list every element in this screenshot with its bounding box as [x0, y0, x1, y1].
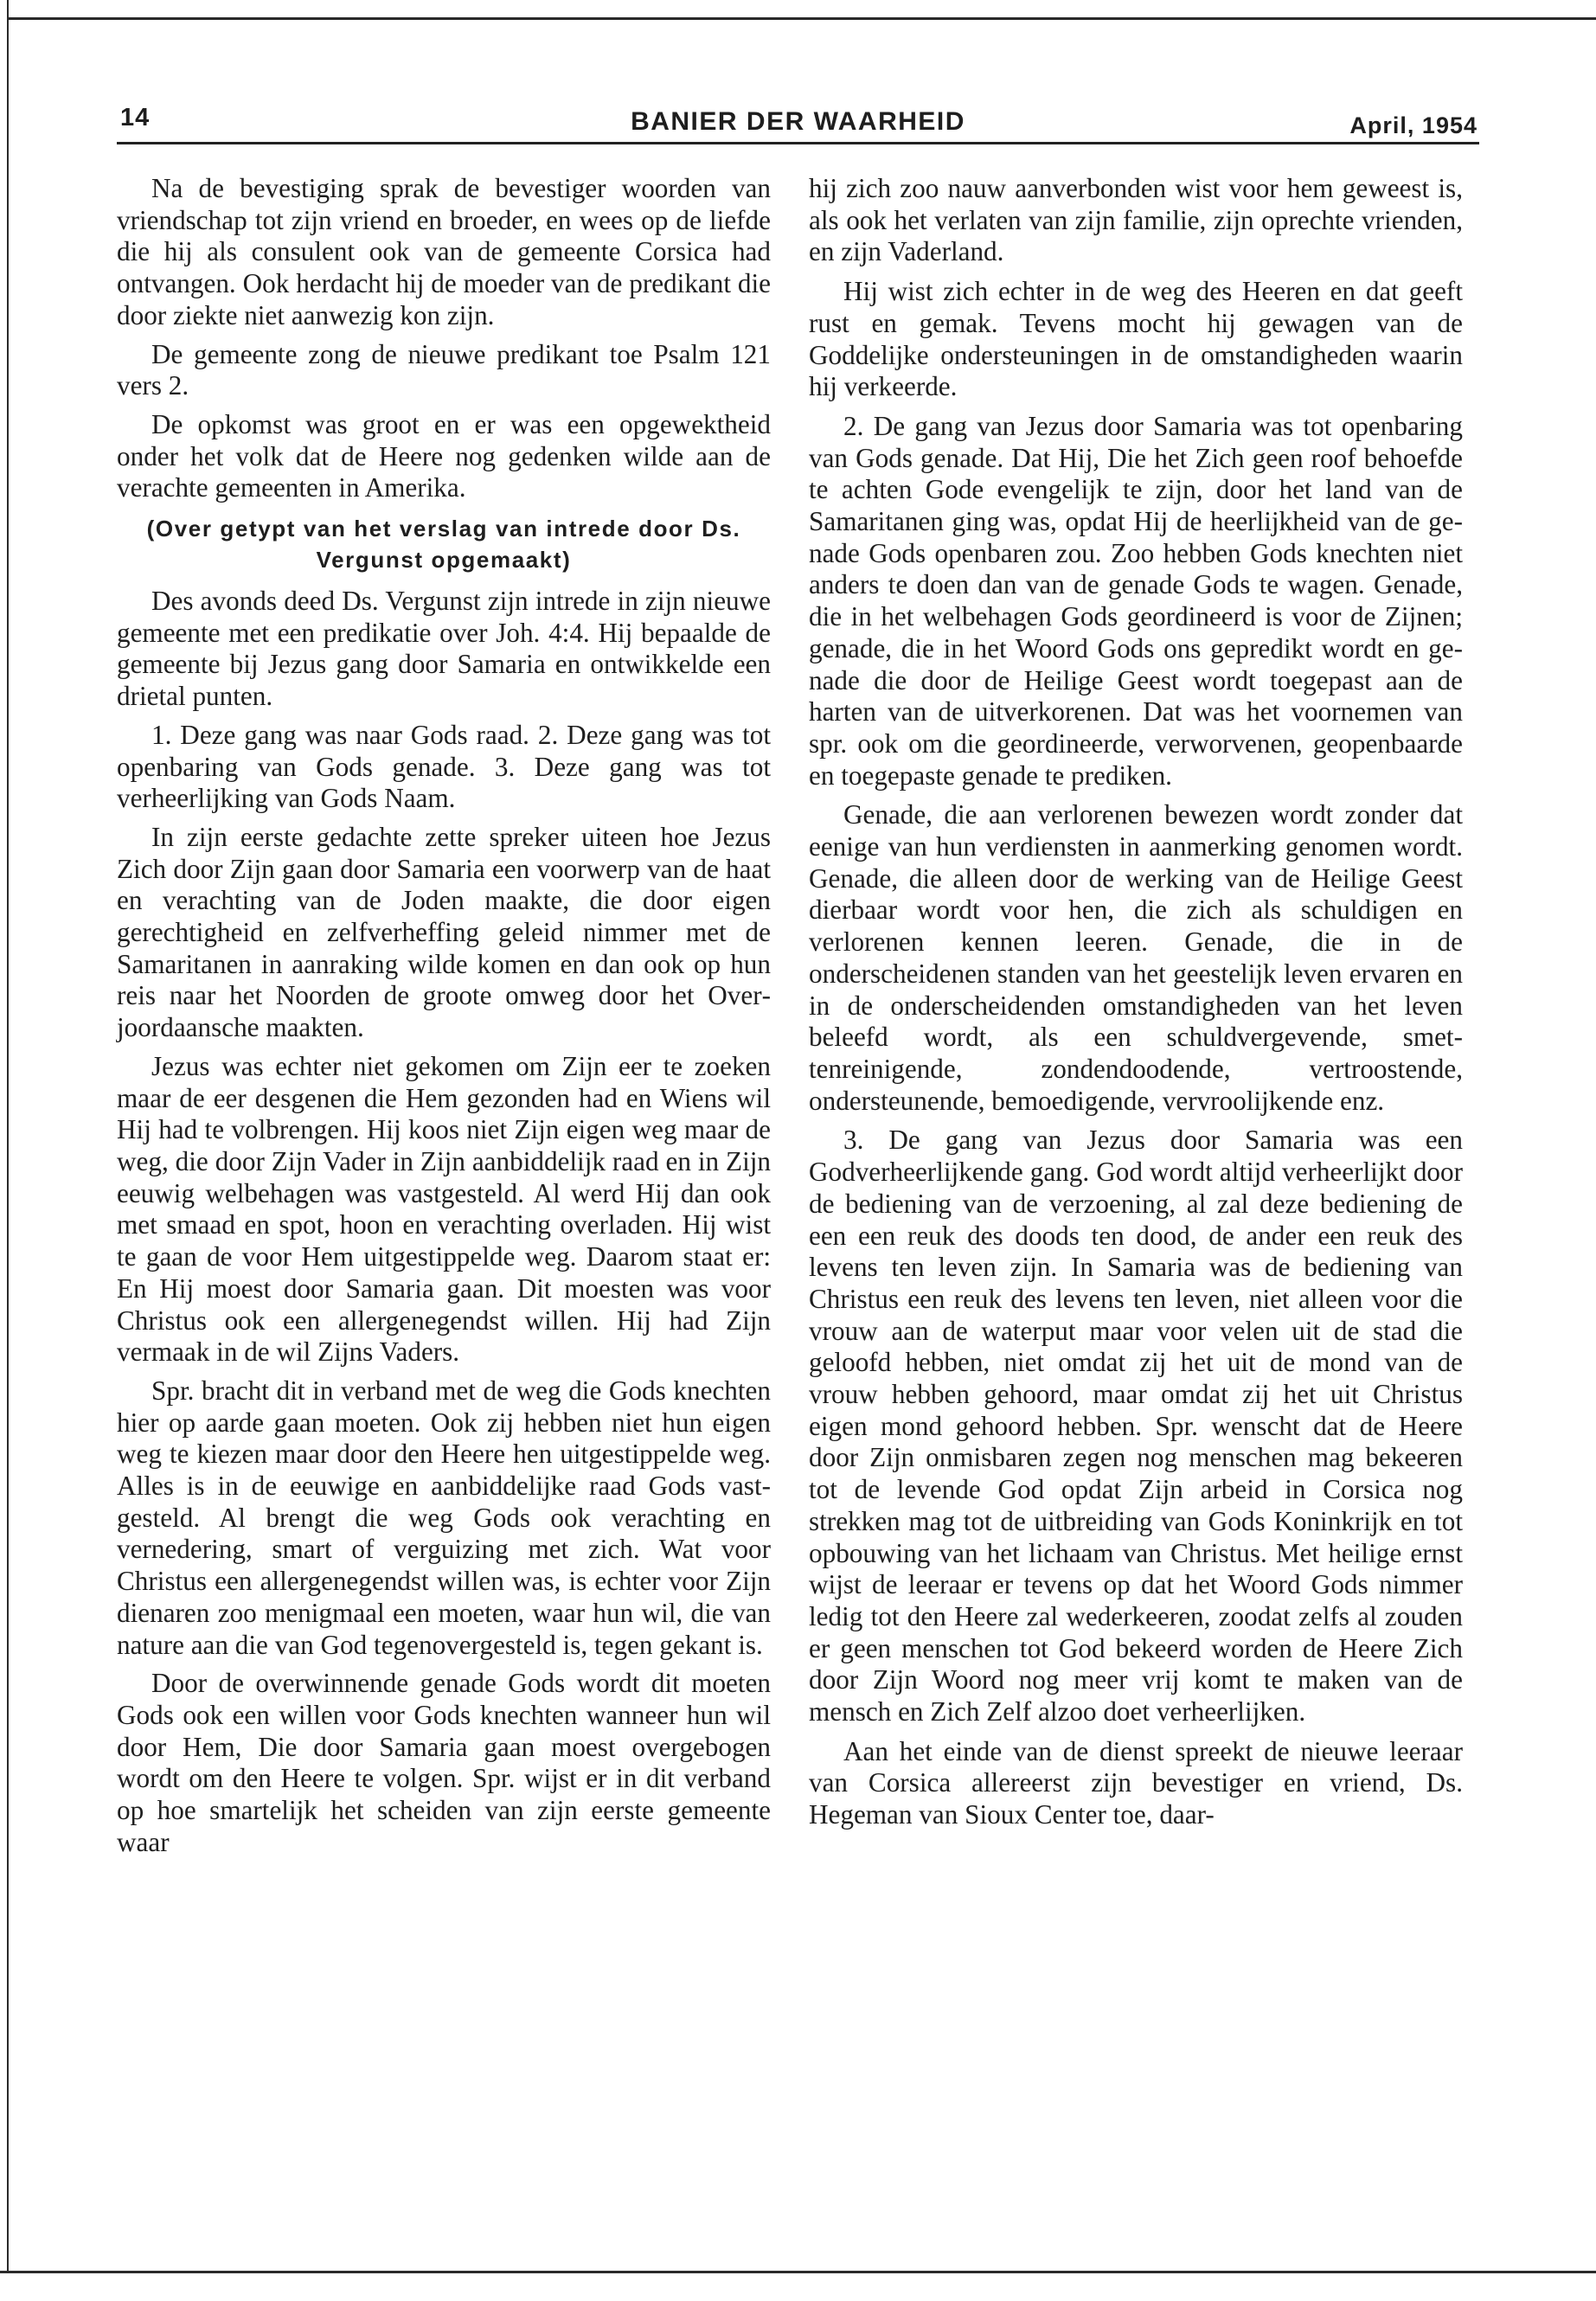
- paragraph: Jezus was echter niet gekomen om Zijn eer te zoeken maar de eer desgenen die Hem gezonden had en Wiens wil Hij had te volbrengen. Hij koos niet Zijn eigen weg maar de weg, die door Zijn Vader in Zijn aanbiddelijk raad en in Zijn eeuwig welbehagen was vastgesteld. Al werd Hij dan ook met smaad en spot, hoon en verachting overladen. Hij wist te gaan de voor Hem uitgestippelde weg. Daarom staat er: En Hij moest door Samaria gaan. Dit moesten was voor Christus ook een allergenegendst willen. Hij had Zijn vermaak in de wil Zijns Vaders.: [117, 1050, 771, 1368]
- paragraph: 3. De gang van Jezus door Samaria was een Godverheerlijkende gang. God wordt altijd verheerlijkt door de bediening van de verzoening, al zal deze bediening de een een reuk des doods ten dood, de ander een reuk des levens ten leven zijn. In Samaria was de bediening van Christus een reuk des levens ten leven, niet alleen voor die vrouw aan de waterput maar voor velen uit de stad die geloofd hebben, niet omdat zij het uit de mond van de vrouw hebben gehoord, maar omdat zij het uit Christus eigen mond gehoord hebben. Spr. wenscht dat de Heere door Zijn onmisbaren zegen nog menschen mag bekeeren tot de levende God opdat Zijn arbeid in Corsica nog strekken mag tot de uitbreiding van Gods Koninkrijk en tot opbouwing van het lichaam van Christus. Met heilige ernst wijst de leeraar er tevens op dat het Woord Gods nimmer ledig tot den Heere zal wederkeeren, zoodat zelfs al zouden er geen menschen tot God bekeerd worden de Heere Zich door Zijn Woord nog meer vrij komt te maken van de mensch en Zich Zelf alzoo doet verheerlijken.: [809, 1125, 1463, 1727]
- paragraph: 2. De gang van Jezus door Samaria was tot openbaring van Gods genade. Dat Hij, Die het Zich geen roof behoefde te achten Gode evengelijk te zijn, door het land van de Samaritanen ging was, opdat Hij de heerlijkheid van de genade Gods openbaren zou. Zoo hebben Gods knechten niet anders te doen dan van de genade Gods te wagen. Genade, die in het welbehagen Gods geordineerd is voor de Zijnen; genade, die in het Woord Gods ons gepredikt wordt en genade die door de Heilige Geest wordt toegepast aan de harten van de uitverkorenen. Dat was het voornemen van spr. ook om die geordineerde, verworvenen, geopenbaarde en toegepaste genade te prediken.: [809, 410, 1463, 791]
- paragraph: Door de overwinnende genade Gods wordt dit moeten Gods ook een willen voor Gods knechten wanneer hun wil door Hem, Die door Samaria gaan moest overgebogen wordt om den Heere te volgen. Spr. wijst er in dit verband op hoe smartelijk het scheiden van zijn eerste gemeente waar: [117, 1668, 771, 1857]
- paragraph: Genade, die aan verlorenen bewezen wordt zonder dat eenige van hun verdiensten in aanmerking genomen wordt. Genade, die alleen door de werking van de Heilige Geest dierbaar wordt voor hen, die zich als schuldigen en verlorenen kennen leeren. Genade, die in de onderscheidenen standen van het geestelijk leven ervaren en in de onderscheidenden omstandigheden van het leven beleefd wordt, als een schuldvergevende, smettenreinigende, zondendoodende, vertroostende, ondersteunende, bemoedigende, vervroolijkende enz.: [809, 799, 1463, 1116]
- paragraph: hij zich zoo nauw aanverbonden wist voor hem geweest is, als ook het verlaten van zijn familie, zijn oprechte vrienden, en zijn Vaderland.: [809, 173, 1463, 267]
- issue-date: April, 1954: [1349, 112, 1477, 138]
- paragraph: Hij wist zich echter in de weg des Heeren en dat geeft rust en gemak. Tevens mocht hij gewagen van de Goddelijke ondersteuningen in de omstandigheden waarin hij verkeerde.: [809, 276, 1463, 402]
- scan-border-left: [0, 0, 9, 2301]
- paragraph: 1. Deze gang was naar Gods raad. 2. Deze gang was tot openbaring van Gods genade. 3. Deze gang was tot verheerlijking van Gods Naam.: [117, 719, 771, 814]
- paragraph: Des avonds deed Ds. Vergunst zijn intrede in zijn nieuwe gemeente met een predikatie over Joh. 4:4. Hij bepaalde de gemeente bij Jezus gang door Samaria en ontwikkelde een drietal punten.: [117, 586, 771, 712]
- right-column: [809, 173, 1463, 1839]
- paragraph: Spr. bracht dit in verband met de weg die Gods knechten hier op aarde gaan moeten. Ook zij hebben niet hun eigen weg te kiezen maar door den Heere hen uitgestippelde weg. Alles is in de eeuwige en aanbiddelijke raad Gods vastgesteld. Al brengt die weg Gods ook verachting en vernedering, smart of verguizing met zich. Wat voor Christus een allergenegendst willen was, is echter voor Zijn dienaren zoo menigmaal een moeten, waar hun wil, die van nature aan die van God tegenovergesteld is, tegen gekant is.: [117, 1375, 771, 1660]
- page-number: 14: [120, 104, 151, 131]
- journal-title: BANIER DER WAARHEID: [631, 107, 965, 136]
- paragraph: De gemeente zong de nieuwe predikant toe Psalm 121 vers 2.: [117, 338, 771, 401]
- page-header: [117, 102, 1479, 144]
- paragraph: Na de bevestiging sprak de bevestiger woorden van vriendschap tot zijn vriend en broeder, en wees op de liefde die hij als consulent ook van de gemeente Corsica had ontvangen. Ook herdacht hij de moeder van de predikant die door ziekte niet aanwezig kon zijn.: [117, 173, 771, 330]
- left-column: [117, 173, 771, 1865]
- paragraph: De opkomst was groot en er was een opgewektheid onder het volk dat de Heere nog gedenken wilde aan de verachte gemeenten in Amerika.: [117, 408, 771, 503]
- scan-border-bottom: [0, 2271, 1596, 2301]
- section-heading: (Over getypt van het verslag van intrede door Ds. Vergunst opgemaakt): [146, 516, 741, 574]
- scan-border-top: [0, 0, 1596, 20]
- paragraph: Aan het einde van de dienst spreekt de nieuwe leeraar van Corsica allereerst zijn bevestiger en vriend, Ds. Hegeman van Sioux Center toe, daar-: [809, 1735, 1463, 1830]
- paragraph: In zijn eerste gedachte zette spreker uiteen hoe Jezus Zich door Zijn gaan door Samaria een voorwerp van de haat en verachting van de Joden maakte, die door eigen gerechtigheid en zelfverheffing geleid nimmer met de Samaritanen in aanraking wilde komen en dan ook op hun reis naar het Noorden de groote omweg door het Overjoordaansche maakten.: [117, 821, 771, 1043]
